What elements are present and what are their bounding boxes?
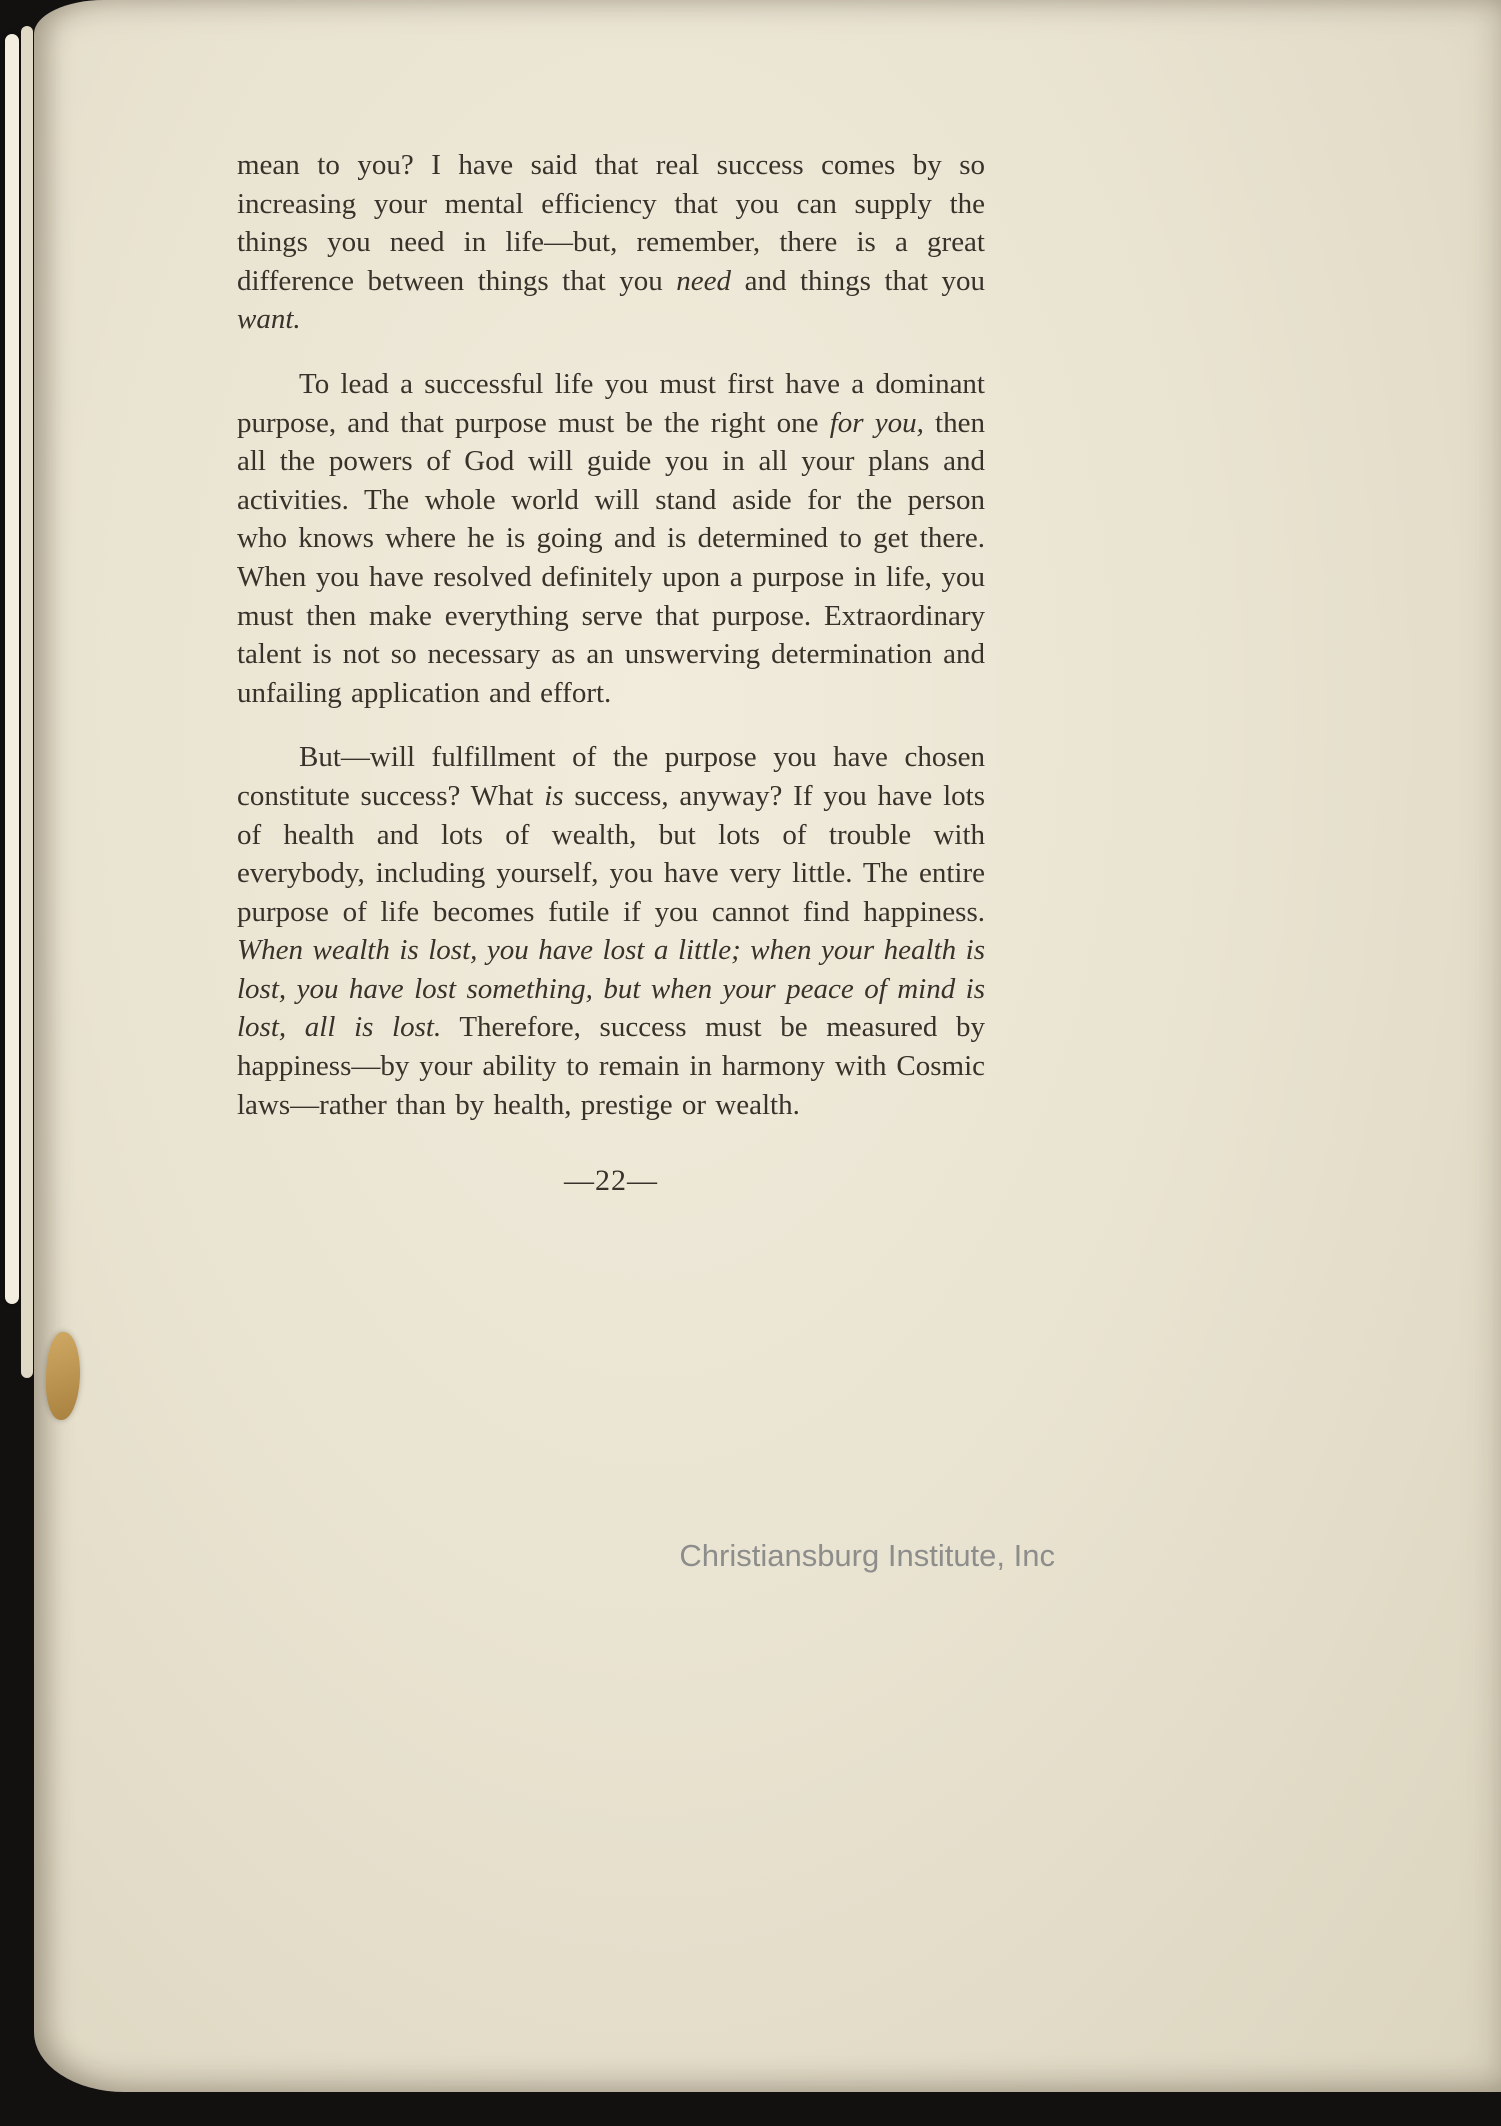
book-page [34, 0, 1501, 2092]
paragraph [237, 738, 985, 1124]
page-number: —22— [564, 1164, 658, 1198]
paragraph [237, 146, 985, 339]
italic-text-run: When wealth is lost, you have lost a little; when your health is lost, you have lost something, but when your peace of mind is lost, all is lost. [237, 934, 985, 1044]
italic-text-run: want. [237, 303, 301, 336]
paragraph [237, 365, 985, 712]
underlying-page-edge [21, 26, 33, 1378]
italic-text-run: for you, [829, 406, 924, 439]
text-run: mean to you? I have said that real success comes by so increasing your mental efficiency that you can supply the things you need in life—but, remember, there is a great difference between things that you [237, 149, 985, 297]
page-text-block [237, 146, 985, 1198]
text-run: success, anyway? If you have lots of health and lots of wealth, but lots of trouble with everybody, including yourself, you have very little. The entire purpose of life becomes futile if you cannot find happiness. [237, 779, 985, 928]
italic-text-run: is [544, 779, 564, 812]
text-run: and things that you [731, 264, 985, 297]
underlying-page-edge [5, 34, 19, 1304]
text-run: To lead a successful life you must first have a dominant purpose, and that purpose must be the right one [237, 367, 985, 439]
watermark-text: Christiansburg Institute, Inc [679, 1538, 1055, 1573]
text-run: Therefore, success must be measured by happiness—by your ability to remain in harmony with Cosmic laws—rather than by health, prestige or wealth. [237, 1011, 985, 1121]
text-run: But—will fulfillment of the purpose you have chosen constitute success? What [237, 741, 985, 812]
text-run: then all the powers of God will guide you in all your plans and activities. The whole world will stand aside for the person who knows where he is going and is determined to get there. When you have resolved definitely upon a purpose in life, you must then make everything serve that purpose. Extraordinary talent is not so necessary as an unswerving determination and unfailing application and effort. [237, 406, 985, 709]
italic-text-run: need [676, 264, 732, 297]
paragraphs [237, 146, 985, 1124]
